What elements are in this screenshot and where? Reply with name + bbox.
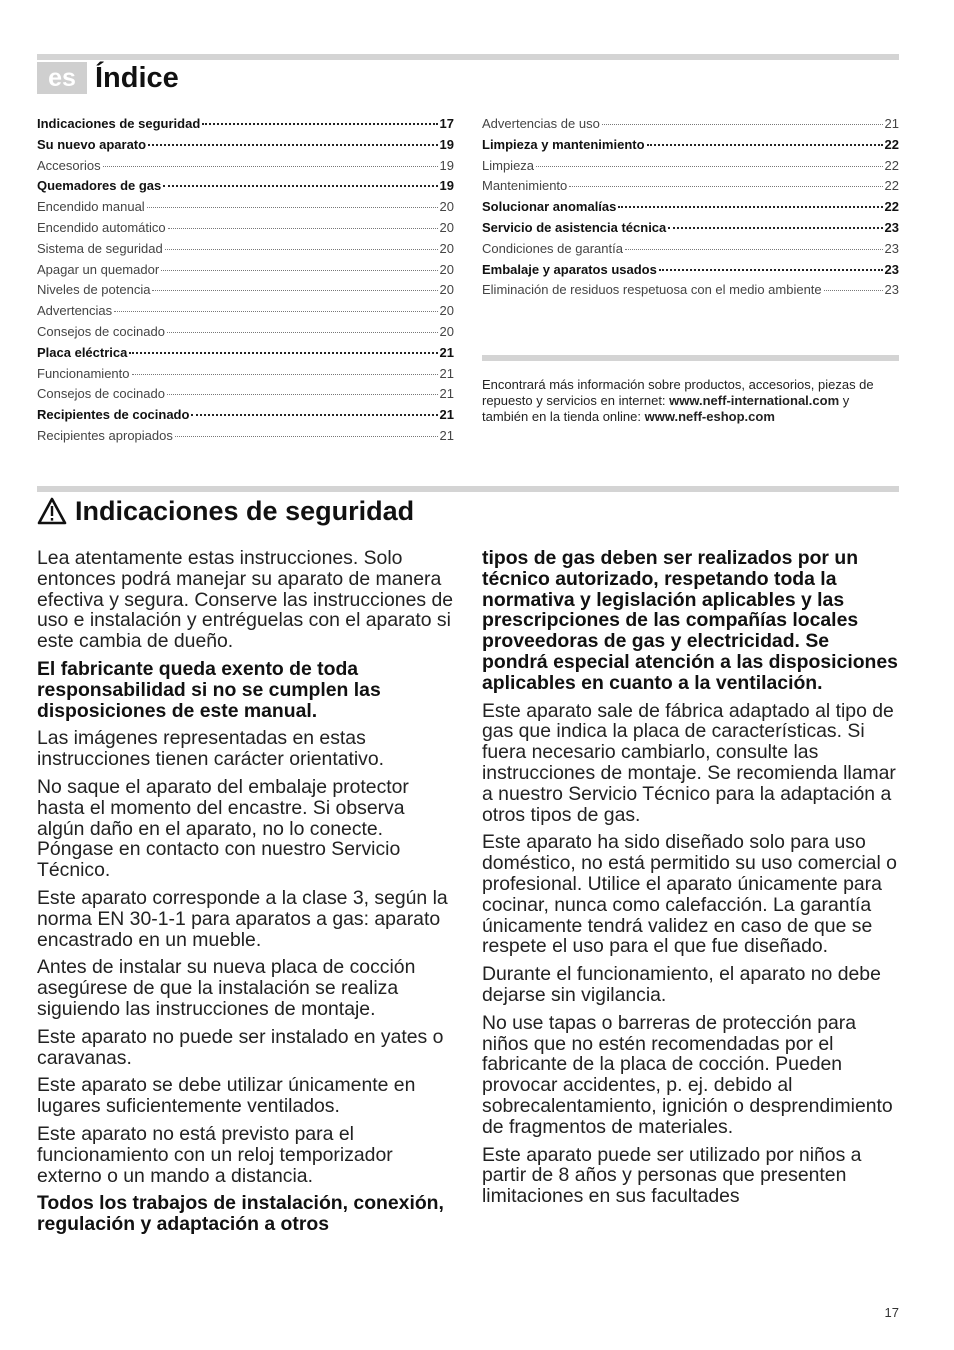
- paragraph: Este aparato no puede ser instalado en yates o caravanas.: [37, 1025, 444, 1069]
- toc-entry-title: Mantenimiento: [482, 178, 568, 194]
- toc-entry-title: Quemadores de gas: [37, 178, 162, 194]
- toc-entry[interactable]: [37, 428, 454, 449]
- toc-leader-dots: [191, 414, 437, 416]
- toc-entry[interactable]: [37, 199, 454, 220]
- paragraph: Antes de instalar su nueva placa de cocción asegúrese de que la instalación se realiza siguiendo las instrucciones de montaje.: [37, 956, 416, 1020]
- toc-entry-page: 21: [439, 427, 454, 443]
- toc-leader-dots: [132, 374, 438, 375]
- toc-entry-title: Sistema de seguridad: [37, 240, 163, 256]
- toc-entry[interactable]: [37, 178, 454, 199]
- toc-leader-dots: [167, 332, 438, 333]
- toc-leader-dots: [659, 269, 883, 271]
- toc-entry-title: Condiciones de garantía: [482, 240, 623, 256]
- eshop-link[interactable]: www.neff-eshop.com: [644, 409, 775, 424]
- toc-entry[interactable]: [37, 137, 454, 158]
- more-info-note: [482, 377, 882, 425]
- toc-entry-page: 21: [439, 386, 454, 402]
- toc-right-column: [482, 116, 899, 303]
- bold-paragraph: El fabricante queda exento de toda responsabilidad si no se cumplen las disposiciones de este manual.: [37, 657, 381, 722]
- info-divider: [482, 355, 899, 361]
- paragraph: No saque el aparato del embalaje protector hasta el momento del encastre. Si observa algún daño en el aparato, no lo conecte. Póngase en contacto con nuestro Servicio Técnico.: [37, 775, 409, 882]
- toc-leader-dots: [202, 123, 437, 125]
- toc-leader-dots: [175, 436, 438, 437]
- toc-leader-dots: [569, 186, 882, 187]
- toc-left-column: [37, 116, 454, 449]
- paragraph: Este aparato ha sido diseñado solo para uso doméstico, no está permitido su uso comercial o profesional. Utilice el aparato únicamente para cocinar, nunca como calefacción. La garantía únicamente tendrá validez en caso de que se respete el uso para el que fue diseñado.: [482, 831, 897, 958]
- toc-entry[interactable]: [482, 199, 899, 220]
- toc-entry[interactable]: [482, 241, 899, 262]
- paragraph: Este aparato se debe utilizar únicamente en lugares suficientemente ventilados.: [37, 1074, 416, 1118]
- toc-leader-dots: [103, 166, 438, 167]
- toc-leader-dots: [625, 249, 883, 250]
- toc-entry[interactable]: [482, 282, 899, 303]
- toc-entry[interactable]: [37, 116, 454, 137]
- toc-leader-dots: [647, 144, 883, 146]
- toc-entry-page: 20: [439, 261, 454, 277]
- toc-entry-page: 21: [439, 407, 454, 423]
- toc-entry[interactable]: [37, 345, 454, 366]
- toc-entry-title: Encendido automático: [37, 219, 166, 235]
- paragraph: Este aparato corresponde a la clase 3, según la norma EN 30-1-1 para aparatos a gas: aparato encastrado en un mueble.: [37, 886, 448, 951]
- toc-entry[interactable]: [37, 262, 454, 283]
- toc-entry[interactable]: [482, 116, 899, 137]
- safety-title: Indicaciones de seguridad: [75, 496, 415, 526]
- toc-entry-page: 23: [884, 261, 899, 277]
- toc-entry-title: Consejos de cocinado: [37, 323, 165, 339]
- toc-leader-dots: [167, 394, 438, 395]
- paragraph: Este aparato puede ser utilizado por niños a partir de 8 años y personas que presenten limitaciones en sus facultades: [482, 1143, 862, 1208]
- toc-leader-dots: [152, 290, 437, 291]
- toc-leader-dots: [602, 124, 883, 125]
- toc-entry-page: 23: [884, 219, 899, 235]
- toc-entry-page: 20: [439, 323, 454, 339]
- section-divider: [37, 486, 899, 492]
- toc-entry-page: 20: [439, 303, 454, 319]
- toc-leader-dots: [536, 166, 883, 167]
- toc-entry-page: 20: [439, 199, 454, 215]
- paragraph: Este aparato sale de fábrica adaptado al tipo de gas que indica la placa de características. Si fuera necesario cambiarlo, consulte las instrucciones de montaje. Se recomienda llamar a nuestro Servicio Técnico para la adaptación a otros tipos de gas.: [482, 699, 896, 826]
- bold-paragraph: tipos de gas deben ser realizados por un técnico autorizado, respetando toda la normativa y legislación aplicables y las prescripciones de las compañías locales proveedoras de gas y electricidad. Se pondrá especial atención a las disposiciones aplicables en cuanto a la ventilación.: [482, 547, 898, 694]
- toc-entry-page: 23: [884, 240, 899, 256]
- toc-entry-title: Eliminación de residuos respetuosa con el medio ambiente: [482, 282, 822, 298]
- toc-leader-dots: [168, 228, 438, 229]
- toc-entry-title: Servicio de asistencia técnica: [482, 219, 667, 235]
- toc-entry[interactable]: [37, 303, 454, 324]
- toc-entry[interactable]: [482, 137, 899, 158]
- toc-entry-title: Embalaje y aparatos usados: [482, 261, 657, 277]
- toc-leader-dots: [163, 185, 437, 187]
- international-link[interactable]: www.neff-international.com: [669, 393, 840, 408]
- toc-entry-page: 22: [884, 178, 899, 194]
- toc-leader-dots: [129, 352, 437, 354]
- toc-entry-page: 21: [439, 365, 454, 381]
- toc-leader-dots: [668, 227, 882, 229]
- toc-leader-dots: [824, 290, 883, 291]
- toc-entry-title: Consejos de cocinado: [37, 386, 165, 402]
- toc-entry[interactable]: [482, 220, 899, 241]
- toc-entry-title: Apagar un quemador: [37, 261, 160, 277]
- safety-heading: [37, 494, 414, 528]
- toc-entry[interactable]: [37, 158, 454, 179]
- toc-entry-page: 21: [884, 116, 899, 131]
- toc-entry-title: Niveles de potencia: [37, 282, 151, 298]
- toc-leader-dots: [148, 144, 437, 146]
- toc-entry-title: Encendido manual: [37, 199, 145, 215]
- page-number: 17: [884, 1305, 899, 1320]
- toc-leader-dots: [147, 207, 438, 208]
- toc-entry-page: 19: [439, 178, 454, 194]
- toc-entry-title: Advertencias de uso: [482, 116, 600, 131]
- toc-entry-page: 19: [439, 136, 454, 152]
- toc-entry[interactable]: [37, 366, 454, 387]
- paragraph: Este aparato no está previsto para el funcionamiento con un reloj temporizador externo o un mando a distancia.: [37, 1122, 393, 1187]
- language-badge: es: [37, 62, 87, 94]
- paragraph: Durante el funcionamiento, el aparato no debe dejarse sin vigilancia.: [482, 963, 881, 1006]
- toc-entry-title: Su nuevo aparato: [37, 136, 147, 152]
- toc-entry-title: Indicaciones de seguridad: [37, 116, 201, 131]
- bold-paragraph: Todos los trabajos de instalación, conexión, regulación y adaptación a otros: [37, 1192, 444, 1236]
- toc-entry-title: Funcionamiento: [37, 365, 130, 381]
- toc-entry-page: 20: [439, 219, 454, 235]
- toc-entry[interactable]: [37, 220, 454, 241]
- toc-entry-page: 23: [884, 282, 899, 298]
- toc-entry-title: Solucionar anomalías: [482, 199, 617, 215]
- more-info-text-2: y también en la tienda online:: [482, 393, 850, 424]
- index-title: Índice: [95, 62, 179, 94]
- toc-entry[interactable]: [482, 262, 899, 283]
- toc-entry-title: Advertencias: [37, 303, 113, 319]
- toc-entry-page: 19: [439, 157, 454, 173]
- toc-entry-page: 20: [439, 240, 454, 256]
- toc-leader-dots: [618, 206, 882, 208]
- paragraph: Lea atentamente estas instrucciones. Solo entonces podrá manejar su aparato de manera efectiva y segura. Conserve las instrucciones de uso e instalación y entréguelas con el aparato si este cambia de dueño.: [37, 547, 454, 653]
- toc-entry-page: 22: [884, 157, 899, 173]
- toc-entry-title: Placa eléctrica: [37, 344, 128, 360]
- safety-left-column: [37, 548, 455, 1242]
- toc-entry-title: Recipientes apropiados: [37, 427, 173, 443]
- toc-entry[interactable]: [37, 407, 454, 428]
- toc-entry[interactable]: [37, 282, 454, 303]
- toc-entry[interactable]: [482, 158, 899, 179]
- toc-leader-dots: [161, 270, 437, 271]
- more-info-text-1: Encontrará más información sobre productos, accesorios, piezas de repuesto y servicios en internet:: [482, 377, 874, 408]
- toc-entry[interactable]: [37, 386, 454, 407]
- toc-entry-title: Limpieza: [482, 157, 535, 173]
- paragraph: No use tapas o barreras de protección para niños que no estén recomendadas por el fabricante de la placa de cocción. Pueden provocar accidentes, p. ej. debido al sobrecalentamiento, ignición o desprendimiento de fragmentos de materiales.: [482, 1011, 893, 1138]
- toc-leader-dots: [165, 249, 438, 250]
- toc-entry-page: 20: [439, 282, 454, 298]
- warning-triangle-icon: [37, 497, 67, 525]
- toc-entry-page: 22: [884, 136, 899, 152]
- toc-entry-title: Recipientes de cocinado: [37, 407, 190, 423]
- toc-entry[interactable]: [37, 241, 454, 262]
- toc-entry-page: 17: [439, 116, 454, 131]
- toc-entry-title: Limpieza y mantenimiento: [482, 136, 645, 152]
- toc-entry-page: 22: [884, 199, 899, 215]
- toc-entry[interactable]: [37, 324, 454, 345]
- safety-right-column: [482, 548, 900, 1214]
- toc-leader-dots: [114, 311, 437, 312]
- paragraph: Las imágenes representadas en estas instrucciones tienen carácter orientativo.: [37, 727, 385, 771]
- toc-entry-title: Accesorios: [37, 157, 101, 173]
- toc-entry[interactable]: [482, 178, 899, 199]
- toc-entry-page: 21: [439, 344, 454, 360]
